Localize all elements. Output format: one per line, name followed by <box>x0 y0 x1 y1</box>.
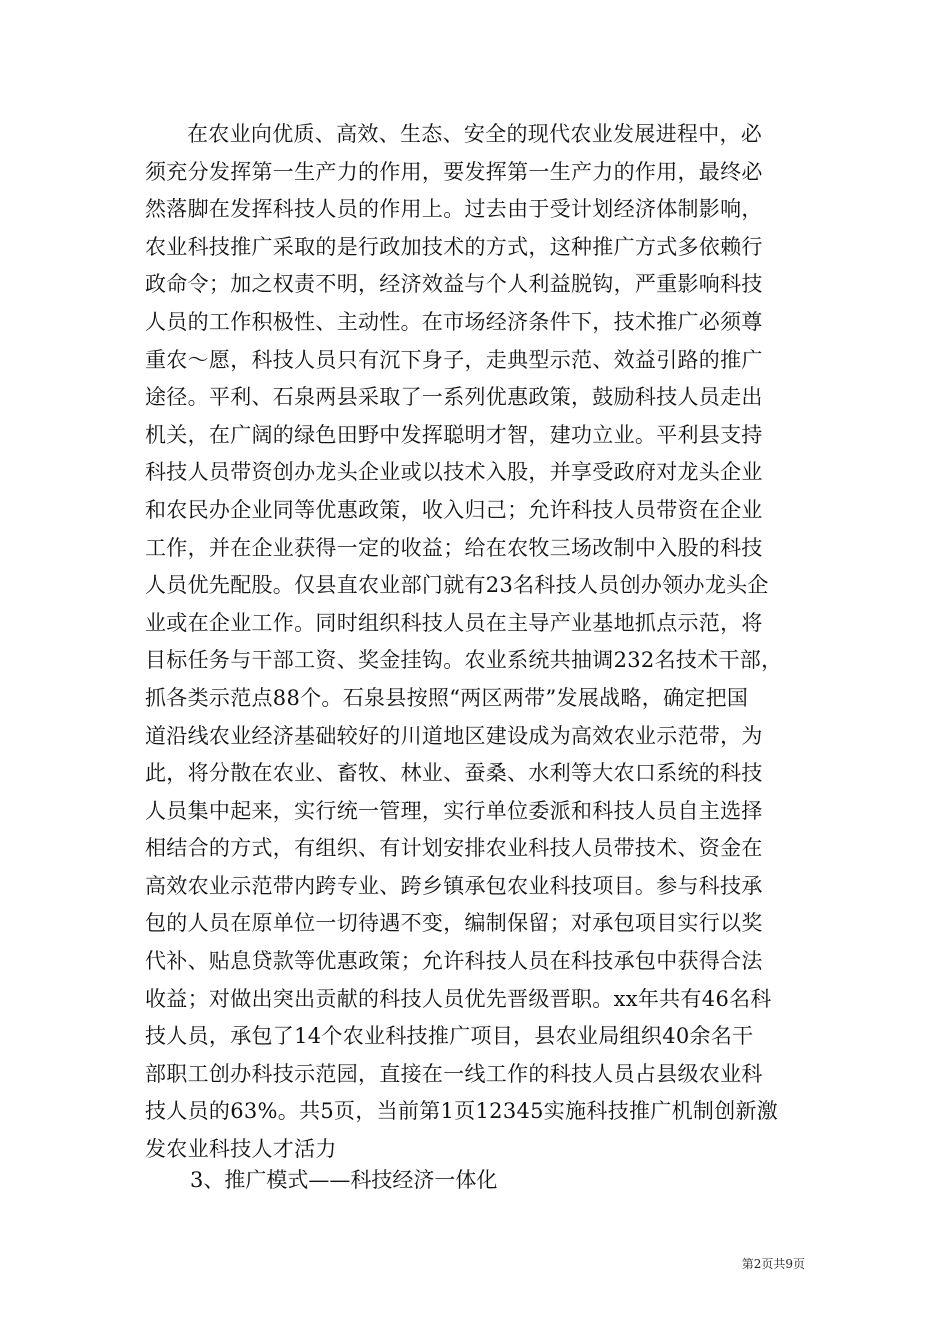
paragraph-line: 道沿线农业经济基础较好的川道地区建设成为高效农业示范带，为 <box>145 723 763 748</box>
paragraph-line: 人员优先配股。仅县直农业部门就有23名科技人员创办领办龙头企 <box>145 573 769 598</box>
paragraph-line: 途径。平利、石泉两县采取了一系列优惠政策，鼓励科技人员走出 <box>145 385 763 410</box>
paragraph-line: 代补、贴息贷款等优惠政策；允许科技人员在科技承包中获得合法 <box>145 949 763 974</box>
section-heading: 3、推广模式——科技经济一体化 <box>190 1168 498 1192</box>
paragraph-line: 相结合的方式，有组织、有计划安排农业科技人员带技术、资金在 <box>145 836 763 861</box>
paragraph-line: 目标任务与干部工资、奖金挂钩。农业系统共抽调232名技术干部， <box>145 648 783 673</box>
paragraph-line: 发农业科技人才活力 <box>145 1137 337 1162</box>
paragraph-line: 抓各类示范点88个。石泉县按照“两区两带”发展战略，确定把国 <box>145 685 749 710</box>
paragraph-line: 此，将分散在农业、畜牧、林业、蚕桑、水利等大农口系统的科技 <box>145 761 763 786</box>
paragraph-line: 机关，在广阔的绿色田野中发挥聪明才智，建功立业。平利县支持 <box>145 422 763 447</box>
paragraph-line: 收益；对做出突出贡献的科技人员优先晋级晋职。xx年共有46名科 <box>145 986 772 1011</box>
paragraph-line: 部职工创办科技示范园，直接在一线工作的科技人员占县级农业科 <box>145 1061 763 1086</box>
body-paragraph <box>145 116 835 1169</box>
paragraph-line: 须充分发挥第一生产力的作用，要发挥第一生产力的作用，最终必 <box>145 159 763 184</box>
paragraph-line: 技人员的63%。共5页，当前第1页12345实施科技推广机制创新激 <box>145 1099 779 1124</box>
paragraph-line: 农业科技推广采取的是行政加技术的方式，这种推广方式多依赖行 <box>145 234 763 259</box>
paragraph-line: 然落脚在发挥科技人员的作用上。过去由于受计划经济体制影响， <box>145 197 763 222</box>
paragraph-line: 工作，并在企业获得一定的收益；给在农牧三场改制中入股的科技 <box>145 535 763 560</box>
paragraph-line: 政命令；加之权责不明，经济效益与个人利益脱钩，严重影响科技 <box>145 272 763 297</box>
paragraph-line: 包的人员在原单位一切待遇不变，编制保留；对承包项目实行以奖 <box>145 911 763 936</box>
paragraph-line: 人员的工作积极性、主动性。在市场经济条件下，技术推广必须尊 <box>145 309 763 334</box>
page-number-footer: 第2页共9页 <box>741 1257 805 1271</box>
paragraph-line: 人员集中起来，实行统一管理，实行单位委派和科技人员自主选择 <box>145 798 763 823</box>
paragraph-line: 高效农业示范带内跨专业、跨乡镇承包农业科技项目。参与科技承 <box>145 873 763 898</box>
paragraph-line: 技人员，承包了14个农业科技推广项目，县农业局组织40余名干 <box>145 1024 754 1049</box>
paragraph-line: 业或在企业工作。同时组织科技人员在主导产业基地抓点示范，将 <box>145 610 763 635</box>
paragraph-line: 和农民办企业同等优惠政策，收入归己；允许科技人员带资在企业 <box>145 497 763 522</box>
paragraph-line: 在农业向优质、高效、生态、安全的现代农业发展进程中，必 <box>187 122 763 146</box>
paragraph-line: 重农～愿，科技人员只有沉下身子，走典型示范、效益引路的推广 <box>145 347 763 372</box>
paragraph-line: 科技人员带资创办龙头企业或以技术入股，并享受政府对龙头企业 <box>145 460 763 485</box>
